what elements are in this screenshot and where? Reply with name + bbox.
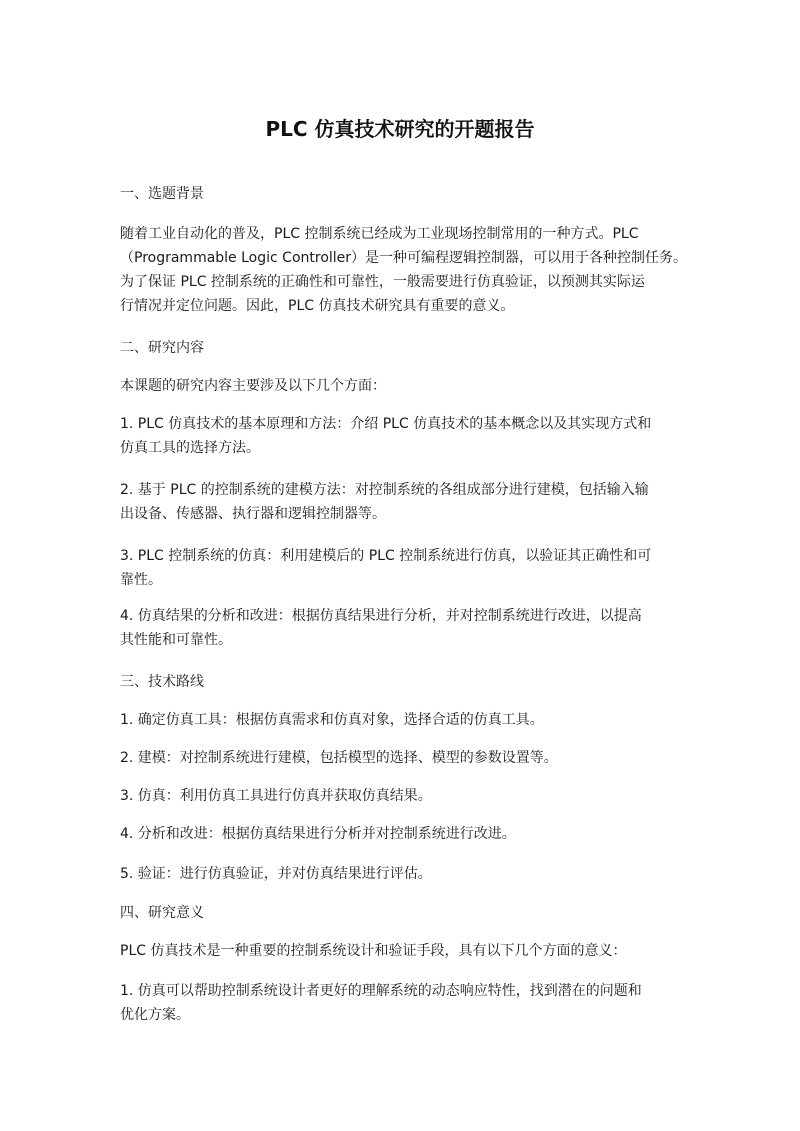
text-line: 1. 仿真可以帮助控制系统设计者更好的理解系统的动态响应特性，找到潜在的问题和	[120, 983, 642, 999]
text-line: 1. PLC 仿真技术的基本原理和方法：介绍 PLC 仿真技术的基本概念以及其实现方式和	[120, 416, 652, 432]
route-item-1: 1. 确定仿真工具：根据仿真需求和仿真对象，选择合适的仿真工具。	[120, 712, 544, 728]
route-item-2: 2. 建模：对控制系统进行建模，包括模型的选择、模型的参数设置等。	[120, 750, 558, 766]
text-line: 仿真工具的选择方法。	[120, 440, 260, 456]
route-item-5: 5. 验证：进行仿真验证，并对仿真结果进行评估。	[120, 866, 432, 882]
content-item-1	[120, 412, 690, 460]
text-line: 其性能和可靠性。	[120, 632, 232, 648]
section-heading-route: 三、技术路线	[120, 674, 204, 690]
background-paragraph	[120, 222, 690, 318]
content-item-3	[120, 544, 690, 592]
route-item-3: 3. 仿真：利用仿真工具进行仿真并获取仿真结果。	[120, 788, 432, 804]
route-item-4: 4. 分析和改进：根据仿真结果进行分析并对控制系统进行改进。	[120, 826, 516, 842]
page-title: PLC 仿真技术研究的开题报告	[265, 117, 535, 141]
section-heading-content: 二、研究内容	[120, 340, 204, 356]
text-line: 随着工业自动化的普及，PLC 控制系统已经成为工业现场控制常用的一种方式。PLC	[120, 226, 639, 242]
significance-intro: PLC 仿真技术是一种重要的控制系统设计和验证手段，具有以下几个方面的意义：	[120, 943, 627, 959]
text-line: 行情况并定位问题。因此，PLC 仿真技术研究具有重要的意义。	[120, 298, 515, 314]
text-line: 2. 基于 PLC 的控制系统的建模方法：对控制系统的各组成部分进行建模，包括输入输	[120, 482, 649, 498]
text-line: 优化方案。	[120, 1007, 190, 1023]
content-item-2	[120, 478, 690, 526]
text-line: 靠性。	[120, 572, 162, 588]
text-line: 3. PLC 控制系统的仿真：利用建模后的 PLC 控制系统进行仿真，以验证其正确性和可	[120, 548, 652, 564]
significance-item-1	[120, 979, 690, 1027]
text-line: 出设备、传感器、执行器和逻辑控制器等。	[120, 506, 386, 522]
text-line: 4. 仿真结果的分析和改进：根据仿真结果进行分析，并对控制系统进行改进，以提高	[120, 608, 642, 624]
text-line: 为了保证 PLC 控制系统的正确性和可靠性，一般需要进行仿真验证，以预测其实际运	[120, 274, 645, 290]
section-heading-significance: 四、研究意义	[120, 905, 204, 921]
content-item-4	[120, 604, 690, 652]
text-line: （Programmable Logic Controller）是一种可编程逻辑控制器，可以用于各种控制任务。	[120, 250, 688, 266]
section-heading-background: 一、选题背景	[120, 186, 204, 202]
content-intro: 本课题的研究内容主要涉及以下几个方面：	[120, 378, 386, 394]
